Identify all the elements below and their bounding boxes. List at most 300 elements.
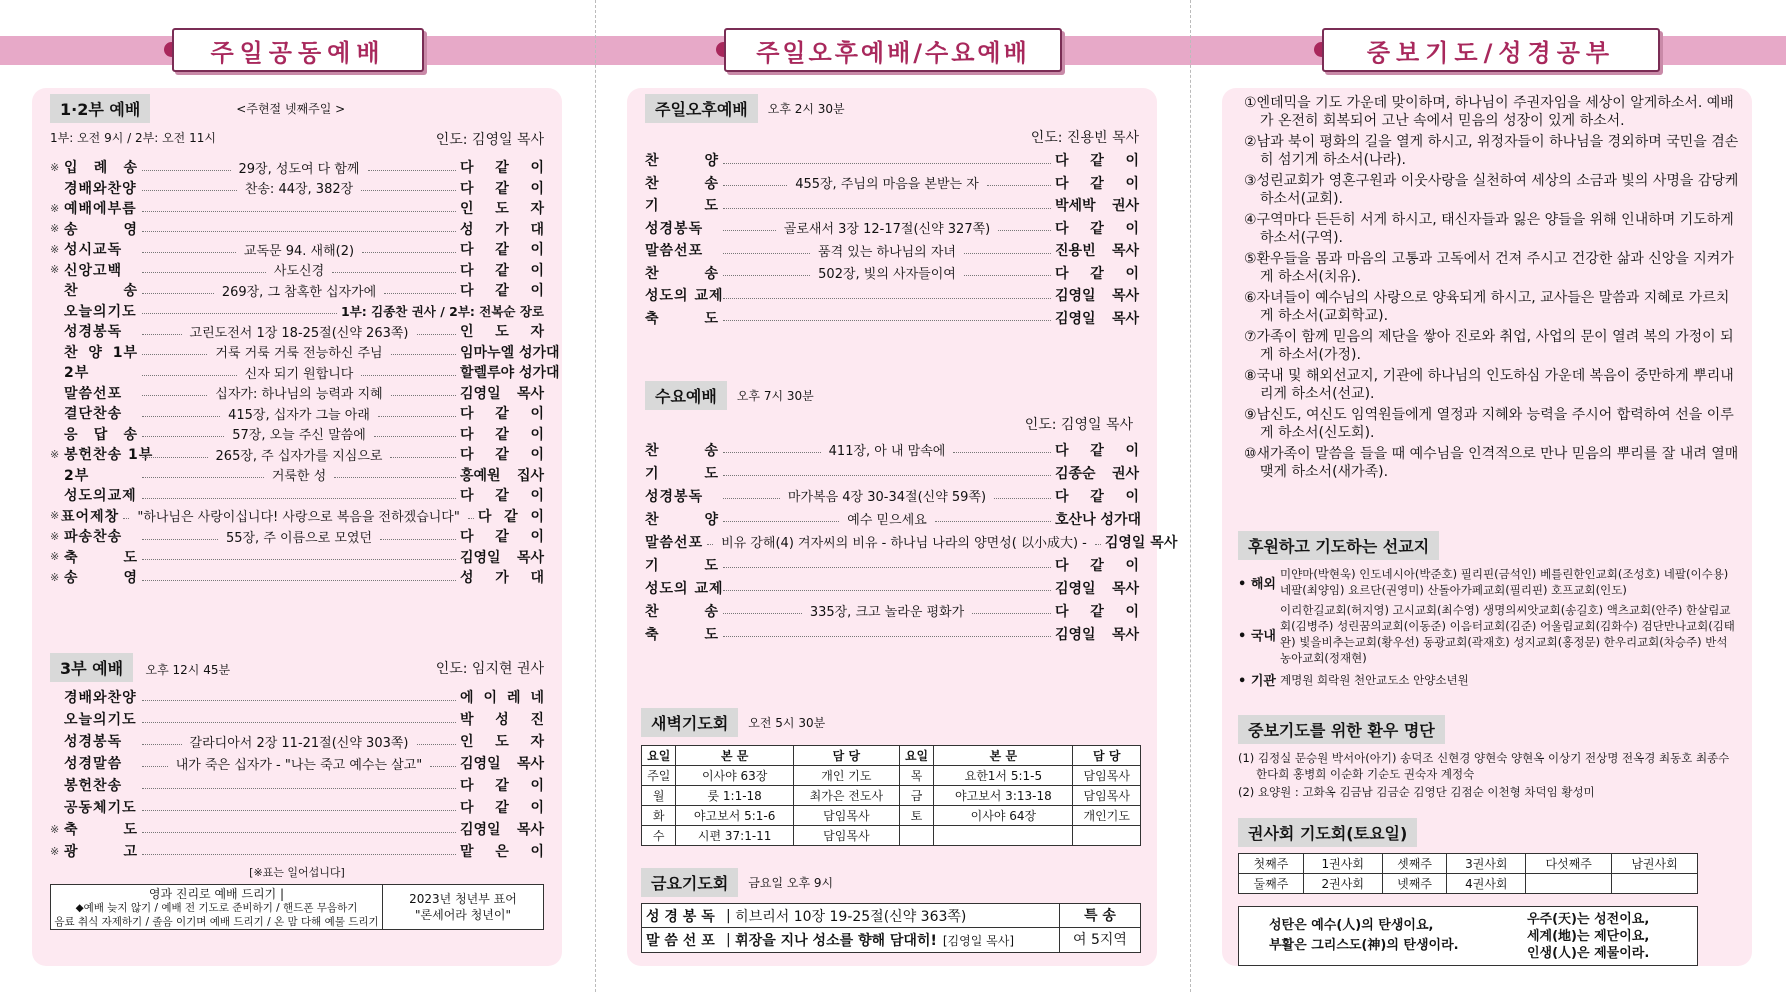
- leader-dots: [964, 253, 1051, 254]
- table-cell: 개인 기도: [793, 766, 899, 786]
- program-row: [50, 752, 544, 774]
- row-label: 성 경 봉 독: [646, 908, 715, 925]
- program-person: 김영일 목사: [1055, 580, 1139, 597]
- program-person: 성 가 대: [460, 570, 544, 587]
- row-text: 히브리서 10장 19-25절(신약 363쪽): [735, 908, 967, 925]
- prayer-item: ⑦가족이 함께 믿음의 제단을 쌓아 진로와 취업, 사업의 문이 열려 복의 가정이 되게 하소서(가정).: [1244, 329, 1734, 363]
- program-row: [50, 506, 544, 527]
- table-cell: 이사야 63장: [676, 766, 793, 786]
- leader-dots: [707, 544, 713, 545]
- program-content: 마가복음 4장 30-34절(신약 59쪽): [787, 490, 987, 505]
- program-label: 공동체기도: [64, 800, 137, 816]
- program-label: 결단찬송: [64, 406, 123, 423]
- table-header: 담 당: [1073, 746, 1141, 766]
- program-label: 신앙고백: [64, 262, 123, 279]
- section-tag: 권사회 기도회(토요일): [1238, 818, 1417, 847]
- program-row: [645, 461, 1139, 484]
- program-row: [50, 444, 544, 465]
- info-box: [50, 884, 544, 930]
- program-row: [50, 840, 544, 862]
- program-content: 비유 강해(4) 겨자씨의 비유 - 하나님 나라의 양면성( 以小成大) -: [721, 536, 1087, 551]
- row-label: 말 씀 선 포: [646, 933, 715, 949]
- leader: 인도: 진용빈 목사: [1030, 130, 1139, 146]
- table-cell: 야고보서 3:13-18: [934, 786, 1073, 806]
- leader-dots: [142, 293, 214, 294]
- times: 1부: 오전 9시 / 2부: 오전 11시: [50, 131, 216, 145]
- program-label: 기 도: [645, 465, 719, 482]
- table-row: [1239, 874, 1698, 894]
- program-label: 성도의 교제: [645, 288, 724, 305]
- table-header: 본 문: [676, 746, 793, 766]
- box-title: 영과 진리로 예배 드리기 |: [148, 887, 285, 901]
- district-table: [1238, 853, 1698, 894]
- program-content: 29장, 성도여 다 함께: [238, 161, 360, 177]
- section-tag: 중보기도를 위한 환우 명단: [1238, 715, 1445, 744]
- leader-dots: [723, 208, 1051, 209]
- leader-dots: [142, 190, 237, 191]
- leader-dots: [994, 498, 1051, 499]
- program-label: 입 례 송: [64, 160, 138, 177]
- program-label: 찬 양: [645, 153, 719, 170]
- program-person: 할렐루야 성가대: [460, 365, 560, 382]
- leader-dots: [142, 211, 456, 212]
- leader-dots: [1095, 544, 1101, 545]
- program-row: [50, 239, 544, 260]
- leader-dots: [142, 457, 208, 458]
- program-content: 내가 죽은 십자가 - "나는 죽고 예수는 살고": [175, 757, 423, 773]
- section-tag: 금요기도회: [641, 868, 738, 897]
- program-label: 광 고: [64, 844, 138, 860]
- section-tag: 주일오후예배: [645, 94, 758, 123]
- program-row: [645, 149, 1139, 172]
- table-row: [1239, 854, 1698, 874]
- program-label: 기 도: [645, 198, 719, 215]
- program-content: 고린도전서 1장 18-25절(신약 263쪽): [189, 325, 409, 341]
- program-row: [50, 219, 544, 240]
- program-person: 다 같 이: [460, 160, 545, 177]
- leader-dots: [723, 498, 780, 499]
- table-cell: 3권사회: [1447, 854, 1526, 874]
- leader-dots: [142, 416, 220, 417]
- program-label: 2부: [64, 365, 90, 382]
- program-content: 335장, 크고 놀라운 평화가: [809, 605, 965, 620]
- program-content: 찬송: 44장, 382장: [244, 182, 354, 198]
- program-person: 다 같 이: [1055, 220, 1140, 237]
- leader-dots: [374, 436, 456, 437]
- program-row: [50, 708, 544, 730]
- program-person: 김영일 목사: [460, 385, 545, 402]
- table-header: 본 문: [934, 746, 1073, 766]
- program-label: 성경봉독: [645, 488, 704, 505]
- table-cell: 개인기도: [1073, 806, 1141, 826]
- stand-marker: ※: [50, 550, 60, 564]
- program-row: [50, 157, 544, 178]
- table-cell: 담임목사: [1073, 766, 1141, 786]
- program-content: 십자가: 하나님의 능력과 지혜: [215, 387, 383, 403]
- program-row: [50, 362, 560, 383]
- leader-dots: [142, 252, 236, 253]
- program-row: [645, 622, 1139, 645]
- table-header: 담 당: [793, 746, 899, 766]
- col1-panel: [32, 88, 562, 966]
- program-label: 성경봉독: [64, 734, 123, 750]
- prayer-item: ⑩새가족이 말씀을 들을 때 예수님을 인격적으로 만나 믿음의 뿌리를 잘 내려 열매 맺게 하소서(새가족).: [1244, 446, 1739, 480]
- program-content: 415장, 십자가 그늘 아래: [228, 407, 370, 423]
- leader-dots: [142, 272, 266, 273]
- leader-dots: [334, 477, 456, 478]
- program-person: 다 같 이: [1055, 603, 1139, 620]
- stand-marker: ※: [50, 509, 60, 523]
- leader-dots: [972, 613, 1051, 614]
- program-label: 봉헌찬송: [64, 778, 123, 794]
- program-person: 다 같 이: [460, 406, 544, 423]
- domestic-list: 이리한길교회(허지영) 고시교회(최수영) 생명의씨앗교회(송길호) 액츠교회(안주) 한살림교회(김병주) 성린꿈의교회(이동준) 이음터교회(김준) 어울림교회(김화수) 검단만나교회(김태완) 빛을비추는교회(황우선) 동광교회(곽재호) 성지교회(홍정문) 한우리교회(차승주) 반석농아교회(정재현): [1280, 603, 1735, 665]
- program-label: 봉헌찬송 1부: [64, 447, 154, 464]
- table-cell: [1073, 826, 1141, 846]
- header-col2: 주일오후예배/수요예배: [724, 28, 1062, 72]
- program-label: 2부: [64, 467, 90, 484]
- leader-dots: [998, 230, 1051, 231]
- prayer-item: ①엔데믹을 기도 가운데 맞이하며, 하나님이 주권자임을 세상이 알게하소서. 예배가 온전히 회복되어 고난 속에서 믿음의 성장이 있게 하소서.: [1244, 95, 1734, 129]
- table-cell: 화: [642, 806, 676, 826]
- leader-dots: [142, 477, 264, 478]
- group-label: • 기관: [1238, 674, 1276, 689]
- leader-dots: [362, 252, 456, 253]
- dawn-table: [641, 745, 1141, 846]
- leader-dots: [723, 298, 1051, 299]
- col2-panel: [627, 88, 1178, 966]
- verse: 인생(人)은 제물이라.: [1527, 945, 1650, 961]
- leader-dots: [723, 521, 839, 522]
- program-label: 성도의교제: [64, 488, 137, 505]
- table-header: 요일: [899, 746, 933, 766]
- program-label: 응 답 송: [64, 426, 138, 443]
- program-row: [645, 217, 1139, 240]
- leader-dots: [723, 590, 1051, 591]
- program-row: [645, 438, 1139, 461]
- program-person: 진용빈 목사: [1055, 243, 1140, 260]
- program-row: [645, 484, 1139, 507]
- table-cell: 4권사회: [1447, 874, 1526, 894]
- program-label: 송 영: [64, 221, 138, 238]
- table-cell: 첫째주: [1239, 854, 1304, 874]
- program-row: [645, 599, 1139, 622]
- program-person: 김영일 목사: [460, 549, 544, 566]
- leader-dots: [723, 163, 1051, 164]
- program-row: [645, 553, 1139, 576]
- program-row: [645, 194, 1139, 217]
- stand-marker: ※: [50, 242, 60, 256]
- leader-dots: [723, 275, 810, 276]
- leader-dots: [368, 170, 457, 171]
- prayer-item: ⑧국내 및 해외선교지, 기관에 하나님의 인도하심 가운데 복음이 중만하게 뿌리내리게 하소서(선교).: [1244, 368, 1734, 402]
- leader-dots: [391, 395, 456, 396]
- program-row: [50, 567, 544, 588]
- header-col1: 주일공동예배: [172, 28, 424, 72]
- table-cell: 수: [642, 826, 676, 846]
- program-person: 다 같 이: [1055, 557, 1139, 574]
- program-label: 파송찬송: [64, 529, 123, 546]
- program-label: 찬 송: [645, 265, 719, 282]
- program-row: [645, 307, 1139, 330]
- leader-dots: [723, 636, 1051, 637]
- stand-marker: ※: [50, 222, 60, 236]
- table-cell: 목: [899, 766, 933, 786]
- table-cell: 담임목사: [793, 826, 899, 846]
- program-label: 표어제창: [61, 508, 120, 525]
- leader-dots: [361, 190, 456, 191]
- program-person: 다 같 이: [460, 426, 545, 443]
- table-row: [642, 806, 1141, 826]
- col3-panel: [1222, 88, 1752, 966]
- leader-dots: [723, 452, 821, 453]
- table-cell: 1권사회: [1303, 854, 1382, 874]
- leader-dots: [723, 320, 1051, 321]
- program-label: 찬 송: [645, 175, 719, 192]
- times: 오전 5시 30분: [748, 716, 826, 730]
- leader-dots: [142, 498, 456, 499]
- program-row: [50, 280, 544, 301]
- leader-dots: [391, 354, 456, 355]
- divider: [595, 0, 596, 992]
- leader-dots: [723, 230, 776, 231]
- leader-dots: [142, 231, 456, 232]
- program-person: 인 도 자: [460, 201, 544, 218]
- leader-dots: [142, 580, 456, 581]
- institution-list: 계명원 희락원 천안교도소 안양소년원: [1280, 672, 1469, 687]
- program-label: 성경봉독: [64, 324, 123, 341]
- program-row: [50, 730, 544, 752]
- program-row: [645, 284, 1139, 307]
- program-person: 홍예원 집사: [460, 467, 544, 484]
- program-person: 에 이 레 네: [460, 690, 544, 706]
- program-content: 품격 있는 하나님의 자녀: [818, 244, 956, 260]
- times: 오후 12시 45분: [145, 663, 231, 677]
- program-row: [50, 403, 544, 424]
- leader-dots: [142, 722, 456, 723]
- section-tag: 새벽기도회: [641, 708, 738, 737]
- program-row: [50, 796, 544, 818]
- verse: 성탄은 예수(人)의 탄생이요,: [1269, 918, 1434, 933]
- leader-dots: [380, 539, 456, 540]
- table-cell: 최가은 전도사: [793, 786, 899, 806]
- leader-dots: [723, 253, 810, 254]
- note: [※표는 일어섭니다]: [249, 866, 345, 879]
- program-content: 거룩한 성: [271, 469, 327, 485]
- leader-dots: [935, 521, 1051, 522]
- leader: 인도: 김영일 목사: [1024, 417, 1133, 433]
- program-label: 성경봉독: [645, 220, 704, 237]
- program-person: 다 같 이: [1055, 442, 1140, 459]
- program-content: 502장, 빛의 사자들이여: [818, 267, 956, 283]
- leader-dots: [361, 375, 456, 376]
- stand-marker: ※: [50, 844, 60, 858]
- section-tag: 3부 예배: [50, 653, 133, 682]
- leader-dots: [142, 436, 224, 437]
- program-person: 김영일 목사: [1104, 534, 1178, 551]
- leader-dots: [142, 700, 456, 701]
- program-row: [50, 178, 544, 199]
- table-cell: 셋째주: [1382, 854, 1447, 874]
- program-person: 다 같 이: [460, 180, 544, 197]
- table-cell: [1526, 874, 1612, 894]
- program-row: [50, 301, 544, 322]
- table-row: [642, 786, 1141, 806]
- verse-box: [1238, 906, 1698, 966]
- leader-dots: [723, 567, 1051, 568]
- leader-dots: [142, 334, 182, 335]
- table-cell: 토: [899, 806, 933, 826]
- prayer-item: ⑨남신도, 여신도 임역원들에게 열정과 지혜와 능력을 주시어 합력하여 선을 이루게 하소서(신도회).: [1244, 407, 1734, 441]
- table-row: [642, 826, 1141, 846]
- program-label: 축 도: [64, 549, 138, 566]
- program-label: 말씀선포: [64, 385, 123, 402]
- program-person: 김영일 목사: [1055, 310, 1139, 327]
- patients-list: (2) 요양원 : 고화옥 김금남 김금순 김영단 김점순 이천형 차덕임 황성미: [1238, 785, 1595, 799]
- program-person: 다 같 이: [460, 488, 544, 505]
- overseas-list: 미얀마(박현욱) 인도네시아(박준호) 필리핀(금석인) 베를린한인교회(조성호) 네팔(이수용) 네팔(최양임) 요르단(권영미) 산돌아가페교회(필리핀) 호프교회(인도): [1280, 567, 1729, 597]
- program-label: 찬 양: [645, 511, 719, 528]
- program-content: 신자 되기 원합니다: [244, 366, 354, 382]
- times: 오후 2시 30분: [767, 102, 845, 116]
- program-person: 다 같 이: [460, 447, 544, 464]
- leader: 인도: 임지현 권사: [435, 660, 544, 677]
- leader-dots: [723, 613, 802, 614]
- program-row: [50, 818, 544, 840]
- group-label: • 국내: [1238, 628, 1276, 644]
- program-label: 성도의 교제: [645, 580, 724, 597]
- program-label: 말씀선포: [645, 243, 704, 260]
- leader-dots: [142, 744, 182, 745]
- program-person: 김영일 목사: [460, 822, 544, 838]
- table-cell: 담임목사: [793, 806, 899, 826]
- divider: [1190, 0, 1191, 992]
- table-cell: 요한1서 5:1-5: [934, 766, 1073, 786]
- leader-dots: [142, 832, 456, 833]
- program-label: 송 영: [64, 570, 138, 587]
- program-label: 축 도: [645, 310, 719, 327]
- row-person: [김영일 목사]: [942, 933, 1015, 948]
- program-person: 박 성 진: [460, 712, 544, 728]
- table-cell: [934, 826, 1073, 846]
- program-row: [50, 547, 544, 568]
- table-cell: 룻 1:1-18: [676, 786, 793, 806]
- program-row: [645, 530, 1178, 553]
- program-row: [50, 686, 544, 708]
- program-label: 경배와찬양: [64, 180, 137, 197]
- leader-dots: [142, 766, 168, 767]
- program-content: 269장, 그 참혹한 십자가에: [221, 284, 377, 300]
- program-person: 다 같 이: [460, 283, 544, 300]
- table-cell: [899, 826, 933, 846]
- program-row: [50, 383, 544, 404]
- special-song: 여 5지역: [1073, 932, 1127, 948]
- program-person: 성 가 대: [460, 221, 544, 238]
- table-cell: 담임목사: [1073, 786, 1141, 806]
- program-content: 거룩 거룩 거룩 전능하신 주님: [215, 346, 383, 362]
- leader-dots: [142, 788, 456, 789]
- leader: 인도: 김영일 목사: [435, 132, 544, 148]
- program-person: 다 같 이: [477, 508, 545, 525]
- table-cell: 2권사회: [1303, 874, 1382, 894]
- program-person: 호산나 성가대: [1055, 511, 1142, 528]
- table-cell: 월: [642, 786, 676, 806]
- program-content: 예수 믿으세요: [847, 513, 927, 528]
- table-header: 요일: [642, 746, 676, 766]
- program-person: 김영일 목사: [460, 756, 545, 772]
- program-row: [50, 526, 544, 547]
- program-row: [50, 260, 544, 281]
- program-content: 265장, 주 십자가를 지심으로: [215, 448, 383, 464]
- stand-marker: ※: [50, 160, 60, 174]
- program-label: 오늘의기도: [64, 303, 137, 320]
- program-content: 골로새서 3장 12-17절(신약 327쪽): [783, 222, 991, 238]
- program-label: 말씀선포: [645, 534, 704, 551]
- program-row: [50, 342, 560, 363]
- prayer-item: ②남과 북이 평화의 길을 열게 하시고, 위정자들이 하나님을 경외하며 국민을 겸손히 섬기게 하소서(나라).: [1244, 134, 1739, 168]
- program-person: 박세박 권사: [1055, 198, 1139, 215]
- section-tag: 후원하고 기도하는 선교지: [1238, 531, 1439, 560]
- program-row: [645, 172, 1139, 195]
- group-label: • 해외: [1238, 576, 1276, 592]
- box-line: ◆예배 늦지 않기 / 예배 전 기도로 준비하기 / 핸드폰 무음하기: [75, 902, 358, 914]
- program-person: 다 같 이: [460, 262, 545, 279]
- program-content: 57장, 오늘 주신 말씀에: [232, 428, 366, 444]
- table-cell: 넷째주: [1382, 874, 1447, 894]
- leader-dots: [987, 185, 1051, 186]
- program-content: 455장, 주님의 마음을 본받는 자: [795, 177, 979, 193]
- stand-marker: ※: [50, 201, 60, 215]
- leader-dots: [964, 275, 1051, 276]
- header-col3: 중보기도/성경공부: [1322, 28, 1660, 72]
- friday-box: 성 경 봉 독 | 히브리서 10장 19-25절(신약 363쪽) 말 씀 선 포 | 휘장을 지나 성소를 향해 담대히! [김영일 목사] 특 송 여 5지역: [641, 903, 1141, 953]
- times: 금요일 오후 9시: [748, 876, 834, 890]
- program-row: [50, 774, 544, 796]
- program-content: "하나님은 사랑이십니다! 사랑으로 복음을 전하겠습니다": [137, 510, 460, 526]
- leader-dots: [123, 518, 129, 519]
- verse: 부활은 그리스도(神)의 탄생이라.: [1269, 938, 1459, 953]
- program-label: 찬 송: [64, 283, 138, 300]
- program-content: 411장, 아 내 맘속에: [828, 444, 946, 459]
- program-person: 인 도 자: [460, 324, 545, 341]
- program-person: 다 같 이: [1055, 265, 1139, 282]
- program-person: 김영일 목사: [1055, 288, 1139, 305]
- leader-dots: [468, 518, 474, 519]
- program-person: 다 같 이: [1055, 153, 1139, 170]
- program-row: [50, 465, 544, 486]
- verse: 우주(天)는 성전이요,: [1527, 911, 1650, 927]
- patients-list: (1) 김정실 문승원 박서아(아기) 송덕조 신현경 양현숙 양현옥 이상기 전상명 전옥경 최동호 최종수 한다희 홍병희 이순화 기순도 권숙자 계정숙: [1238, 751, 1730, 781]
- verse: 세계(地)는 제단이요,: [1527, 928, 1650, 944]
- prayer-item: ⑤환우들을 몸과 마음의 고통과 고독에서 건져 주시고 건강한 삶과 신앙을 지켜가게 하소서(치유).: [1244, 251, 1734, 285]
- program-person: 김영일 목사: [1055, 626, 1139, 643]
- leader-dots: [142, 313, 337, 314]
- leader-dots: [417, 334, 457, 335]
- program-content: 사도신경: [273, 264, 325, 280]
- leader-dots: [142, 559, 456, 560]
- motto-title: 2023년 청년부 표어: [409, 892, 517, 906]
- leader-dots: [723, 185, 787, 186]
- section-tag: 1·2부 예배: [50, 94, 150, 123]
- table-cell: 시편 37:1-11: [676, 826, 793, 846]
- program-row: [645, 507, 1142, 530]
- table-cell: [1612, 874, 1698, 894]
- leader-dots: [332, 272, 456, 273]
- table-cell: 남권사회: [1612, 854, 1698, 874]
- program-content: 55장, 주 이름으로 모였던: [225, 530, 373, 546]
- row-text: 휘장을 지나 성소를 향해 담대히!: [735, 933, 937, 949]
- stand-marker: ※: [50, 822, 60, 836]
